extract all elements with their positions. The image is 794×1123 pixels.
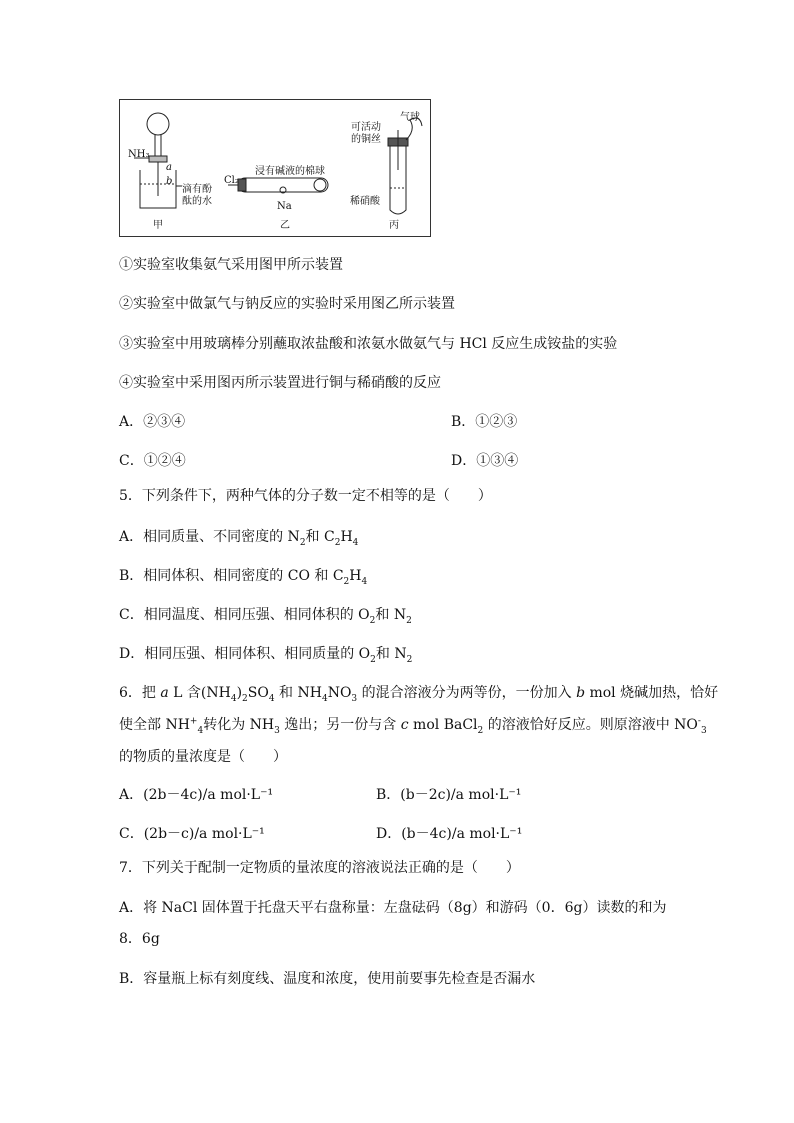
label-nh3: NH₃	[128, 149, 150, 160]
label-phenol-water-2: 酞的水	[182, 196, 212, 207]
q6-stem-line-1: 6．把 a L 含$(NH_4)_2SO_4$ 和 $NH_4NO_3$ 的混合溶液分为两等份，一份加入 b mol 烧碱加热，恰好	[119, 685, 719, 704]
label-movable-wire-2: 的铜丝	[351, 134, 381, 145]
label-balloon: 气球	[400, 112, 420, 123]
q7-option-a-line-2[interactable]: 8．6g	[119, 931, 160, 947]
q7-option-b[interactable]: B．容量瓶上标有刻度线、温度和浓度，使用前要事先检查是否漏水	[119, 971, 536, 987]
label-cl2: Cl₂	[224, 175, 239, 186]
q6-option-c[interactable]: C．(2b－c)/a mol·L⁻¹	[119, 826, 265, 842]
label-bing: 丙	[389, 220, 399, 231]
q5-option-c[interactable]: C．相同温度、相同压强、相同体积的 $O_2$和 $N_2$	[119, 607, 412, 626]
q6-option-b[interactable]: B．(b－2c)/a mol·L⁻¹	[376, 787, 522, 803]
q7-stem: 7．下列关于配制一定物质的量浓度的溶液说法正确的是（ ）	[119, 860, 520, 876]
label-cotton: 浸有碱液的棉球	[255, 166, 325, 177]
label-b: b	[166, 176, 173, 187]
q4-option-a[interactable]: A．②③④	[119, 414, 186, 430]
label-movable-wire-1: 可活动	[351, 122, 381, 133]
q6-option-a[interactable]: A．(2b－4c)/a mol·L⁻¹	[119, 787, 274, 803]
q6-option-d[interactable]: D．(b－4c)/a mol·L⁻¹	[376, 826, 523, 842]
q5-option-d[interactable]: D．相同压强、相同体积、相同质量的 $O_2$和 $N_2$	[119, 646, 413, 665]
label-a: a	[166, 162, 172, 173]
q5-option-b[interactable]: B．相同体积、相同密度的 CO 和 $C_2H_4$	[119, 568, 368, 587]
q4-option-b[interactable]: B．①②③	[451, 414, 518, 430]
q6-stem-line-2: 使全部 $NH^+_4$转化为 $NH_3$ 逸出；另一份与含 c mol BaCl$_2$ 的溶液恰好反应。则原溶液中 $NO^-_3$	[119, 716, 707, 736]
label-jia: 甲	[153, 220, 163, 231]
statement-2: ②实验室中做氯气与钠反应的实验时采用图乙所示装置	[119, 296, 455, 312]
q5-stem: 5．下列条件下，两种气体的分子数一定不相等的是（ ）	[119, 488, 492, 504]
apparatus-drawing	[120, 100, 430, 236]
q4-option-c[interactable]: C．①②④	[119, 453, 186, 469]
q4-option-d[interactable]: D．①③④	[451, 453, 519, 469]
q5-option-a[interactable]: A．相同质量、不同密度的 $N_2$和 $C_2H_4$	[119, 529, 359, 548]
q6-stem-line-3: 的物质的量浓度是（ ）	[119, 749, 287, 765]
statement-4: ④实验室中采用图丙所示装置进行铜与稀硝酸的反应	[119, 375, 441, 391]
statement-1: ①实验室收集氨气采用图甲所示装置	[119, 257, 343, 273]
label-yi: 乙	[280, 220, 290, 231]
label-dilute-nitric: 稀硝酸	[350, 196, 380, 207]
label-phenol-water-1: 滴有酚	[182, 184, 212, 195]
apparatus-figure	[119, 99, 431, 237]
apparatus-jia	[134, 113, 182, 208]
statement-3: ③实验室中用玻璃棒分别蘸取浓盐酸和浓氨水做氨气与 HCl 反应生成铵盐的实验	[119, 336, 618, 352]
apparatus-bing	[388, 118, 422, 214]
q7-option-a-line-1[interactable]: A．将 NaCl 固体置于托盘天平右盘称量：左盘砝码（8g）和游码（0．6g）读数的和为	[119, 900, 667, 916]
label-na: Na	[277, 201, 292, 212]
apparatus-yi	[228, 178, 328, 193]
